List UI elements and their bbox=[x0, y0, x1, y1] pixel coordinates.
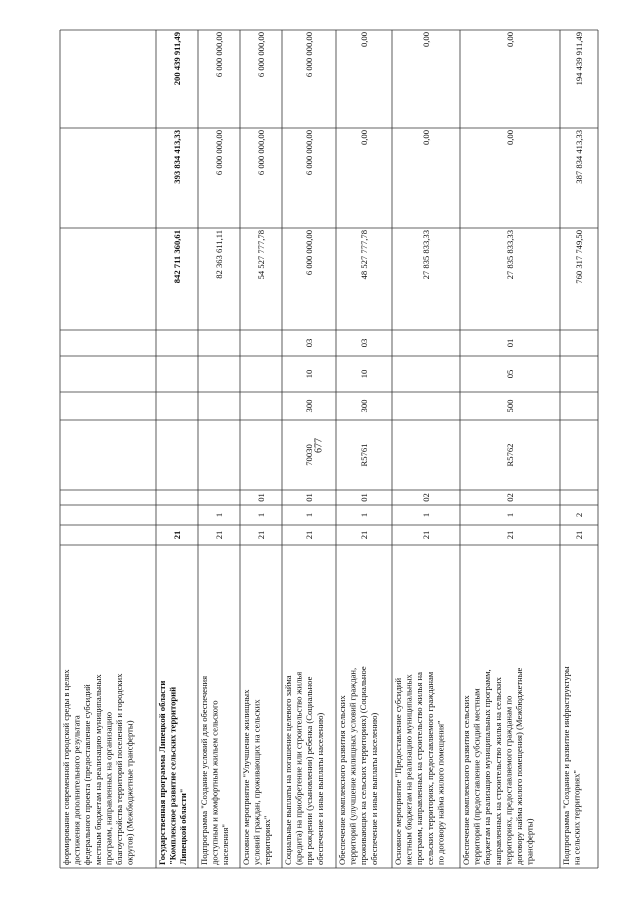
code-cell: 70030 bbox=[304, 444, 314, 466]
sum-cell: 760 317 749,50 bbox=[574, 230, 584, 284]
code-cell: 03 bbox=[359, 338, 369, 348]
sum-cell: 393 834 413,33 bbox=[172, 130, 182, 184]
code-cell: 21 bbox=[256, 530, 266, 540]
row-name-line: Социальные выплаты на погашение целевого займа bbox=[283, 675, 293, 865]
code-cell: 21 bbox=[505, 530, 515, 540]
row-name-line: направленных на строительство жилья на сельских bbox=[492, 677, 503, 865]
sum-cell: 48 527 777,78 bbox=[359, 230, 369, 280]
row-name-line: программ, направленных на строительство жилья на bbox=[414, 672, 425, 865]
sum-cell: 0,00 bbox=[505, 32, 515, 48]
code-cell: 10 bbox=[359, 369, 369, 379]
row-name-line: Липецкой области" bbox=[178, 788, 189, 865]
row-name-line: благоустройства территорий поселений и городских bbox=[114, 673, 124, 865]
code-cell: 21 bbox=[304, 530, 314, 540]
row-name-line: территорий (улучшение жилищных условий граждан, bbox=[347, 667, 358, 865]
code-cell: 03 bbox=[304, 338, 314, 348]
row-name-line: местным бюджетам на реализацию муниципальных bbox=[92, 674, 103, 865]
code-cell: 1 bbox=[505, 512, 515, 518]
code-cell: 01 bbox=[359, 493, 369, 502]
row-name-line: сельских территориях, предоставляемого гражданам bbox=[424, 671, 435, 865]
row-name-line: условий граждан, проживающих на сельских bbox=[251, 699, 262, 865]
code-cell: 1 bbox=[421, 512, 431, 518]
code-cell: R5762 bbox=[505, 443, 515, 467]
row-name-line: (кредита) на приобретение или строительство жилья bbox=[293, 671, 304, 865]
code-cell: R5761 bbox=[359, 443, 369, 467]
row-name-line: доступным и комфортным жильем сельского bbox=[209, 700, 220, 865]
row-name-line: достижения дополнительного результата bbox=[71, 715, 82, 865]
code-cell: 02 bbox=[505, 493, 515, 502]
sum-cell: 842 711 360,61 bbox=[172, 230, 182, 284]
code-cell: 500 bbox=[505, 399, 515, 413]
code-cell: 2 bbox=[574, 512, 584, 518]
row-name-line: по договору найма жилого помещения" bbox=[435, 720, 446, 865]
row-name-line: Подпрограмма "Создание условий для обеспечения bbox=[199, 675, 209, 865]
row-name-line: населения" bbox=[220, 824, 231, 865]
row-name-line: федерального проекта (предоставление субсидий bbox=[82, 684, 93, 865]
row-name-line: Обеспечение комплексного развития сельских bbox=[461, 695, 471, 865]
sum-cell: 194 439 911,49 bbox=[574, 32, 584, 86]
row-name-line: Основное мероприятие "Улучшение жилищных bbox=[241, 689, 251, 865]
sum-cell: 6 000 000,00 bbox=[256, 130, 266, 176]
sum-cell: 27 835 833,33 bbox=[421, 230, 431, 280]
row-name-line: проживающих на сельских территориях) (Социальное bbox=[358, 666, 369, 865]
sum-cell: 6 000 000,00 bbox=[256, 32, 266, 78]
row-name-line: округов) (Межбюджетные трансферты) bbox=[124, 720, 135, 865]
sum-cell: 54 527 777,78 bbox=[256, 230, 266, 280]
sum-cell: 6 000 000,00 bbox=[214, 32, 224, 78]
sum-cell: 6 000 000,00 bbox=[214, 130, 224, 176]
sum-cell: 27 835 833,33 bbox=[505, 230, 515, 280]
row-name-line: Обеспечение комплексного развития сельских bbox=[337, 695, 347, 865]
page-number: 677 bbox=[313, 438, 325, 453]
row-name-line: Государственная программа Липецкой области bbox=[157, 680, 167, 865]
sum-cell: 200 439 911,49 bbox=[172, 32, 182, 86]
sum-cell: 0,00 bbox=[359, 32, 369, 48]
code-cell: 21 bbox=[172, 530, 182, 540]
row-name-line: Подпрограмма "Создание и развитие инфраструктуры bbox=[561, 666, 571, 865]
code-cell: 1 bbox=[256, 512, 266, 518]
row-name-line: программ, направленных на организацию bbox=[103, 712, 114, 865]
row-name-line: обеспечение и иные выплаты населению) bbox=[314, 712, 325, 865]
sum-cell: 0,00 bbox=[505, 130, 515, 146]
code-cell: 300 bbox=[304, 399, 314, 413]
sum-cell: 0,00 bbox=[421, 130, 431, 146]
code-cell: 21 bbox=[421, 530, 431, 540]
row-name-line: территорий (предоставление субсидий местным bbox=[471, 688, 482, 865]
sum-cell: 6 000 000,00 bbox=[304, 32, 314, 78]
row-name-line: при рождении (усыновлении) ребенка (Социальное bbox=[304, 676, 315, 865]
row-name-line: формирование современной городской среды в целях bbox=[61, 669, 71, 865]
code-cell: 05 bbox=[505, 369, 515, 379]
sum-cell: 387 834 413,33 bbox=[574, 130, 584, 184]
sum-cell: 6 000 000,00 bbox=[304, 230, 314, 276]
sum-cell: 6 000 000,00 bbox=[304, 130, 314, 176]
code-cell: 02 bbox=[421, 493, 431, 502]
row-name-line: территориях, предоставляемого гражданам по bbox=[503, 695, 514, 865]
code-cell: 21 bbox=[214, 530, 224, 540]
code-cell: 01 bbox=[304, 493, 314, 502]
code-cell: 1 bbox=[359, 512, 369, 518]
row-name-line: обеспечение и иные выплаты населению) bbox=[368, 712, 379, 865]
code-cell: 10 bbox=[304, 369, 314, 379]
row-name-line: на сельских территориях" bbox=[571, 770, 582, 865]
row-name-line: трансферты) bbox=[524, 818, 535, 865]
code-cell: 1 bbox=[304, 512, 314, 518]
row-name-line: Основное мероприятие "Предоставление субсидий bbox=[393, 677, 403, 865]
code-cell: 1 bbox=[214, 512, 224, 518]
row-name-line: "Комплексное развитие сельских территорий bbox=[167, 686, 178, 865]
code-cell: 01 bbox=[505, 338, 515, 348]
row-name-line: договору найма жилого помещения) (Межбюджетные bbox=[514, 667, 524, 865]
row-name-line: местным бюджетам на реализацию муниципальных bbox=[403, 674, 414, 865]
code-cell: 21 bbox=[574, 530, 584, 540]
sum-cell: 0,00 bbox=[421, 32, 431, 48]
row-name-line: территориях" bbox=[262, 815, 273, 865]
sum-cell: 0,00 bbox=[359, 130, 369, 146]
code-cell: 21 bbox=[359, 530, 369, 540]
sum-cell: 82 363 611,11 bbox=[214, 230, 224, 279]
code-cell: 01 bbox=[256, 493, 266, 502]
code-cell: 300 bbox=[359, 399, 369, 413]
row-name-line: бюджетам на реализацию муниципальных программ, bbox=[482, 669, 493, 865]
